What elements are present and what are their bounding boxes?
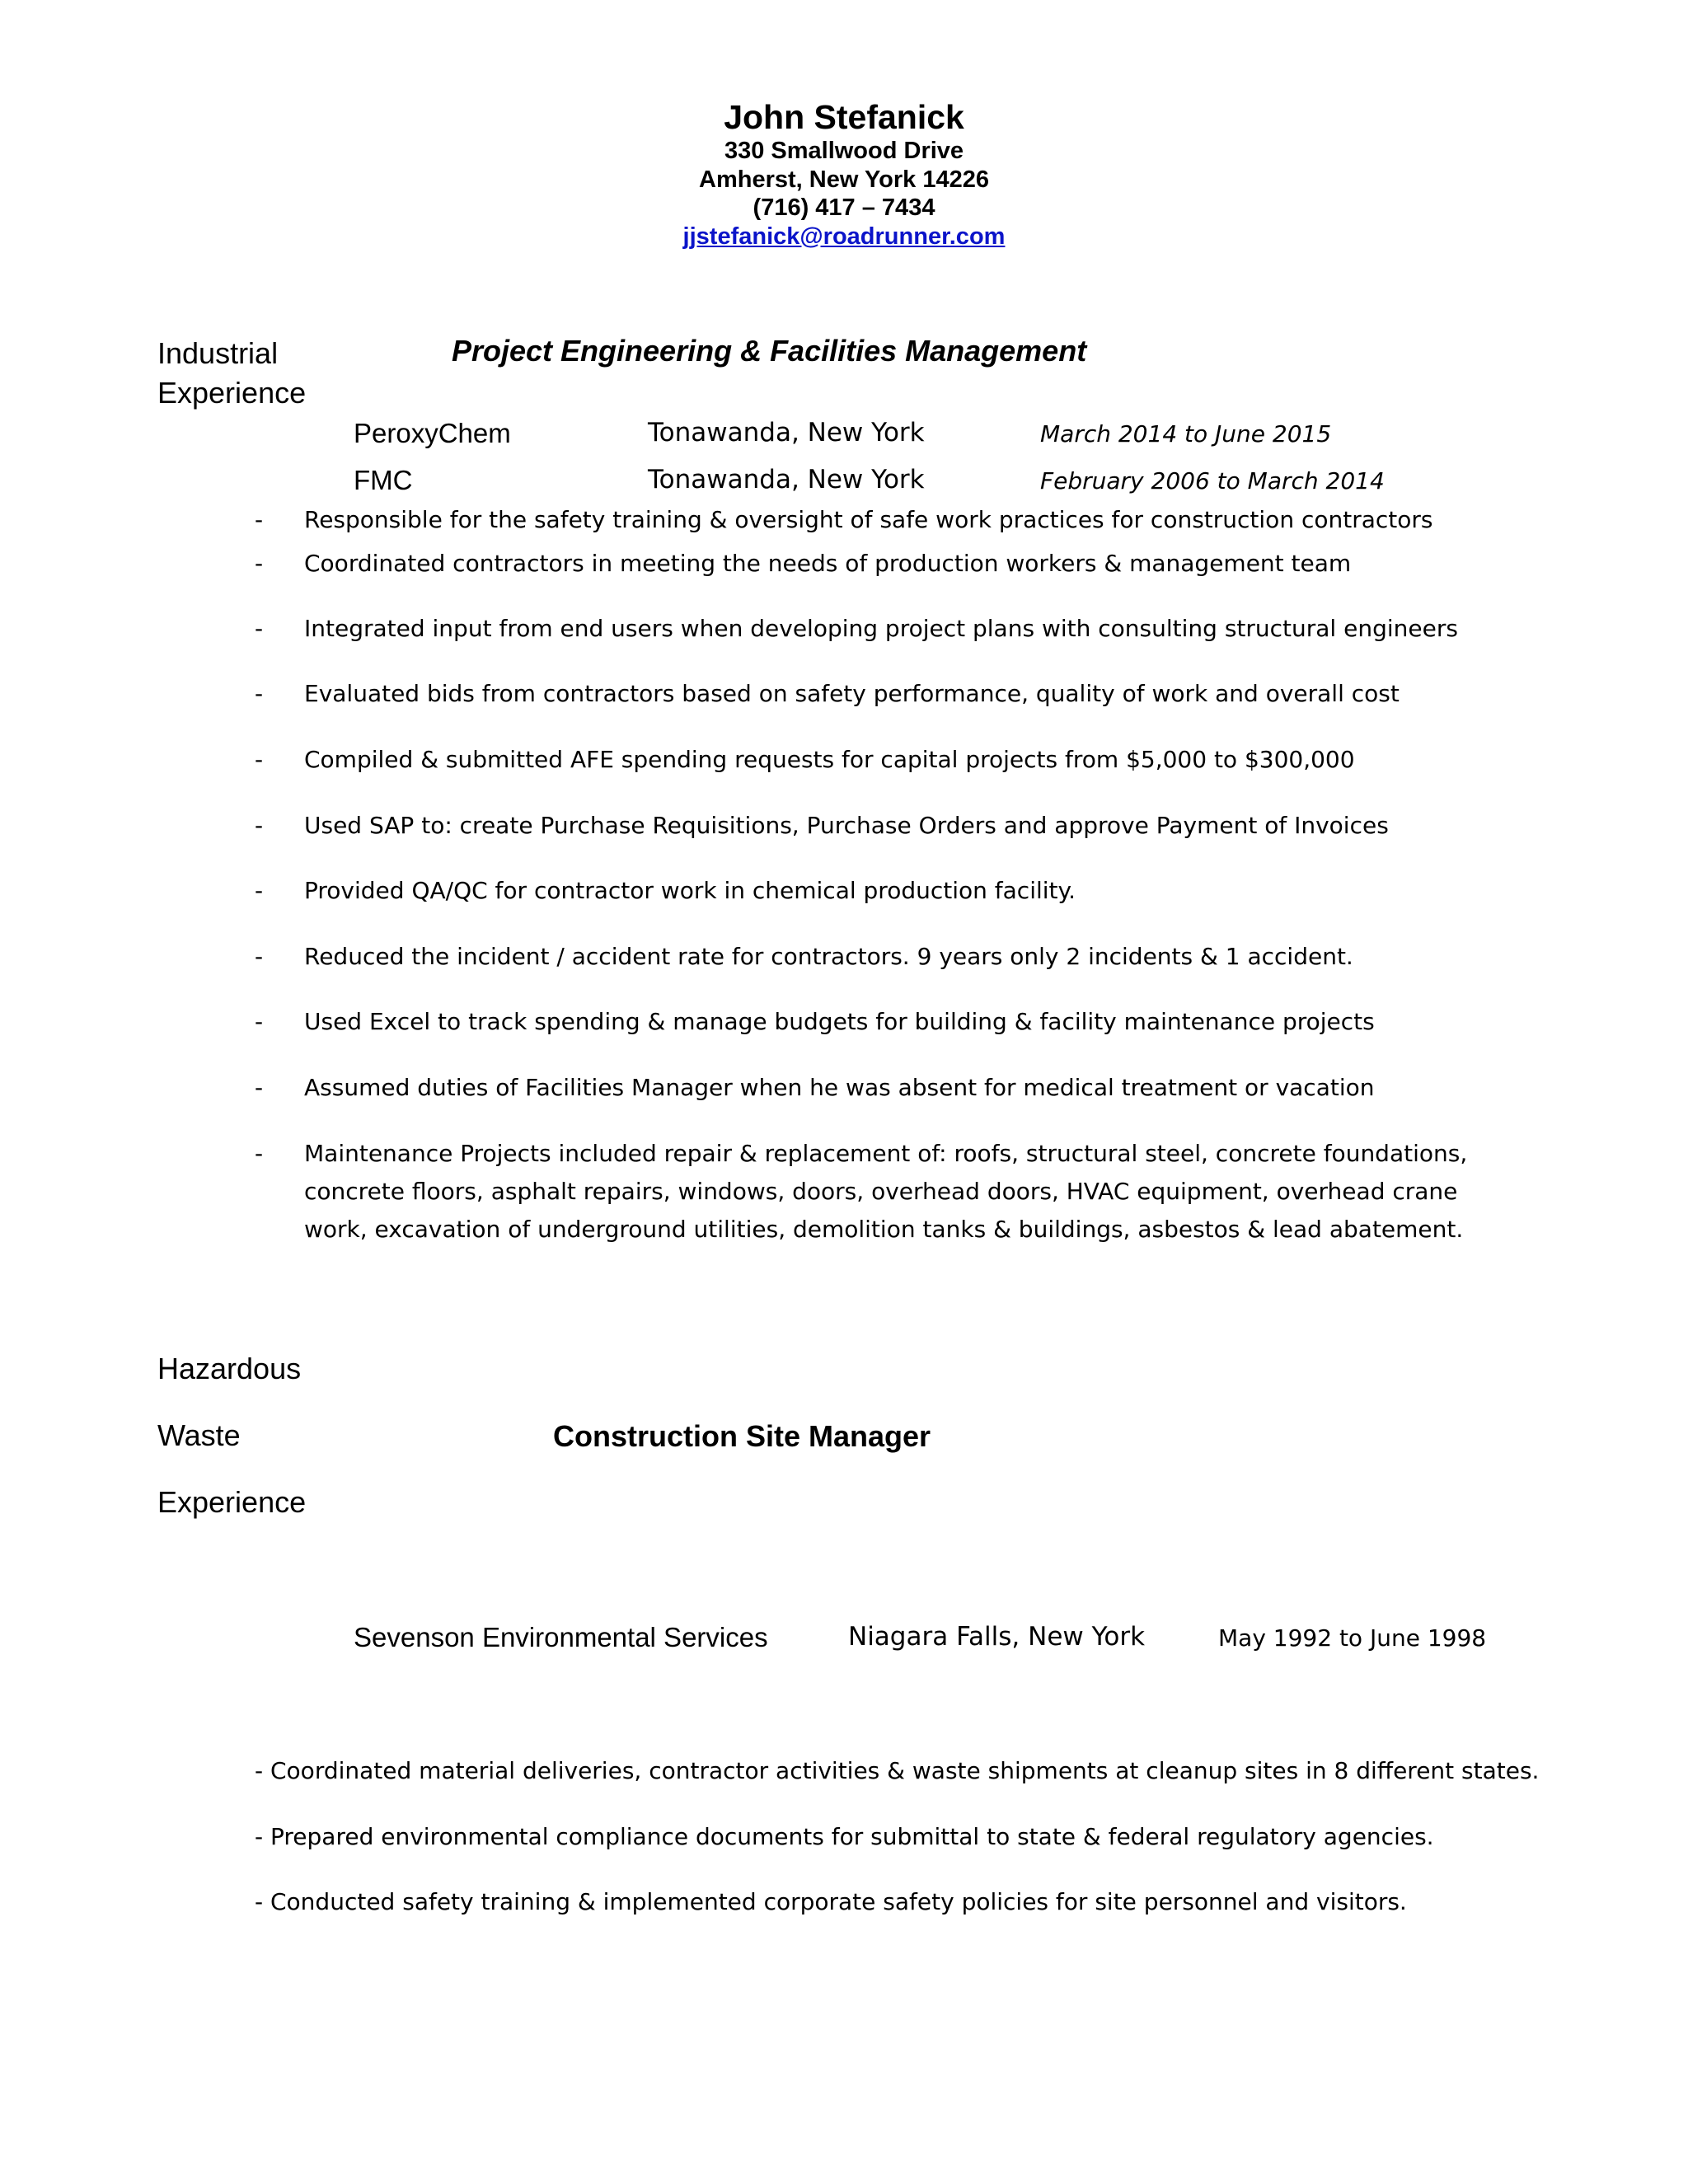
email-link[interactable]: jjstefanick@roadrunner.com bbox=[682, 223, 1006, 250]
bullet-dash: - bbox=[255, 1008, 264, 1035]
list-item: - Coordinated material deliveries, contractor activities & waste shipments at cleanup sites in 8 different states. bbox=[255, 1757, 1540, 1784]
bullet-dash: - bbox=[255, 680, 264, 707]
bullet-text: Responsible for the safety training & oversight of safe work practices for construction contractors bbox=[304, 506, 1433, 533]
bullet-dash: - bbox=[255, 1074, 264, 1101]
job-location: Tonawanda, New York bbox=[648, 418, 925, 448]
bullet-dash: - bbox=[255, 615, 264, 642]
contact-header bbox=[0, 97, 1688, 251]
list-item: - Prepared environmental compliance documents for submittal to state & federal regulatory agencies. bbox=[255, 1823, 1434, 1850]
job-dates: February 2006 to March 2014 bbox=[1040, 467, 1385, 494]
bullet-text: Integrated input from end users when developing project plans with consulting structural engineers bbox=[304, 615, 1458, 642]
list-item: - Conducted safety training & implemented corporate safety policies for site personnel and visitors. bbox=[255, 1888, 1407, 1915]
bullet-text: Assumed duties of Facilities Manager when he was absent for medical treatment or vacation bbox=[304, 1074, 1375, 1101]
job-location: Tonawanda, New York bbox=[648, 465, 925, 494]
bullet-dash: - bbox=[255, 746, 264, 773]
bullet-text: Used Excel to track spending & manage budgets for building & facility maintenance projects bbox=[304, 1008, 1375, 1035]
candidate-name: John Stefanick bbox=[724, 98, 964, 136]
address-line-1: 330 Smallwood Drive bbox=[724, 138, 964, 164]
bullet-text: Provided QA/QC for contractor work in chemical production facility. bbox=[304, 877, 1076, 904]
bullet-dash: - bbox=[255, 943, 264, 970]
hazardous-label-line-3: Experience bbox=[157, 1485, 307, 1519]
bullet-text: Coordinated contractors in meeting the needs of production workers & management team bbox=[304, 550, 1352, 577]
bullet-dash: - bbox=[255, 506, 264, 533]
job-company: FMC bbox=[354, 465, 413, 495]
phone-number: (716) 417 – 7434 bbox=[753, 194, 935, 221]
industrial-label-line-1: Industrial bbox=[157, 336, 279, 370]
hazardous-label-line-2: Waste bbox=[157, 1418, 241, 1452]
hazardous-label-line-1: Hazardous bbox=[157, 1352, 302, 1385]
job-company: Sevenson Environmental Services bbox=[354, 1622, 768, 1652]
address-line-2: Amherst, New York 14226 bbox=[699, 166, 989, 193]
job-location: Niagara Falls, New York bbox=[848, 1622, 1146, 1652]
bullet-text: Reduced the incident / accident rate for contractors. 9 years only 2 incidents & 1 accident. bbox=[304, 943, 1353, 970]
industrial-label-line-2: Experience bbox=[157, 376, 307, 410]
bullet-dash: - bbox=[255, 812, 264, 839]
job-dates: May 1992 to June 1998 bbox=[1218, 1624, 1487, 1652]
bullet-dash: - bbox=[255, 1140, 264, 1167]
bullet-dash: - bbox=[255, 877, 264, 904]
job-dates: March 2014 to June 2015 bbox=[1040, 420, 1332, 448]
hazardous-role-title: Construction Site Manager bbox=[553, 1419, 931, 1453]
bullet-text: Evaluated bids from contractors based on safety performance, quality of work and overall cost bbox=[304, 680, 1400, 707]
bullet-text: Maintenance Projects included repair & replacement of: roofs, structural steel, concrete foundations, concrete floors, asphalt repairs, windows, doors, overhead doors, HVAC equipment, overhead crane work, excavation of underground utilities, demolition tanks & buildings, asbestos & lead abatement. bbox=[304, 1140, 1468, 1243]
bullet-text: Used SAP to: create Purchase Requisitions, Purchase Orders and approve Payment of Invoices bbox=[304, 812, 1389, 839]
bullet-dash: - bbox=[255, 550, 264, 577]
industrial-role-title: Project Engineering & Facilities Management bbox=[452, 334, 1087, 368]
job-company: PeroxyChem bbox=[354, 418, 511, 448]
bullet-text: Compiled & submitted AFE spending requests for capital projects from $5,000 to $300,000 bbox=[304, 746, 1355, 773]
